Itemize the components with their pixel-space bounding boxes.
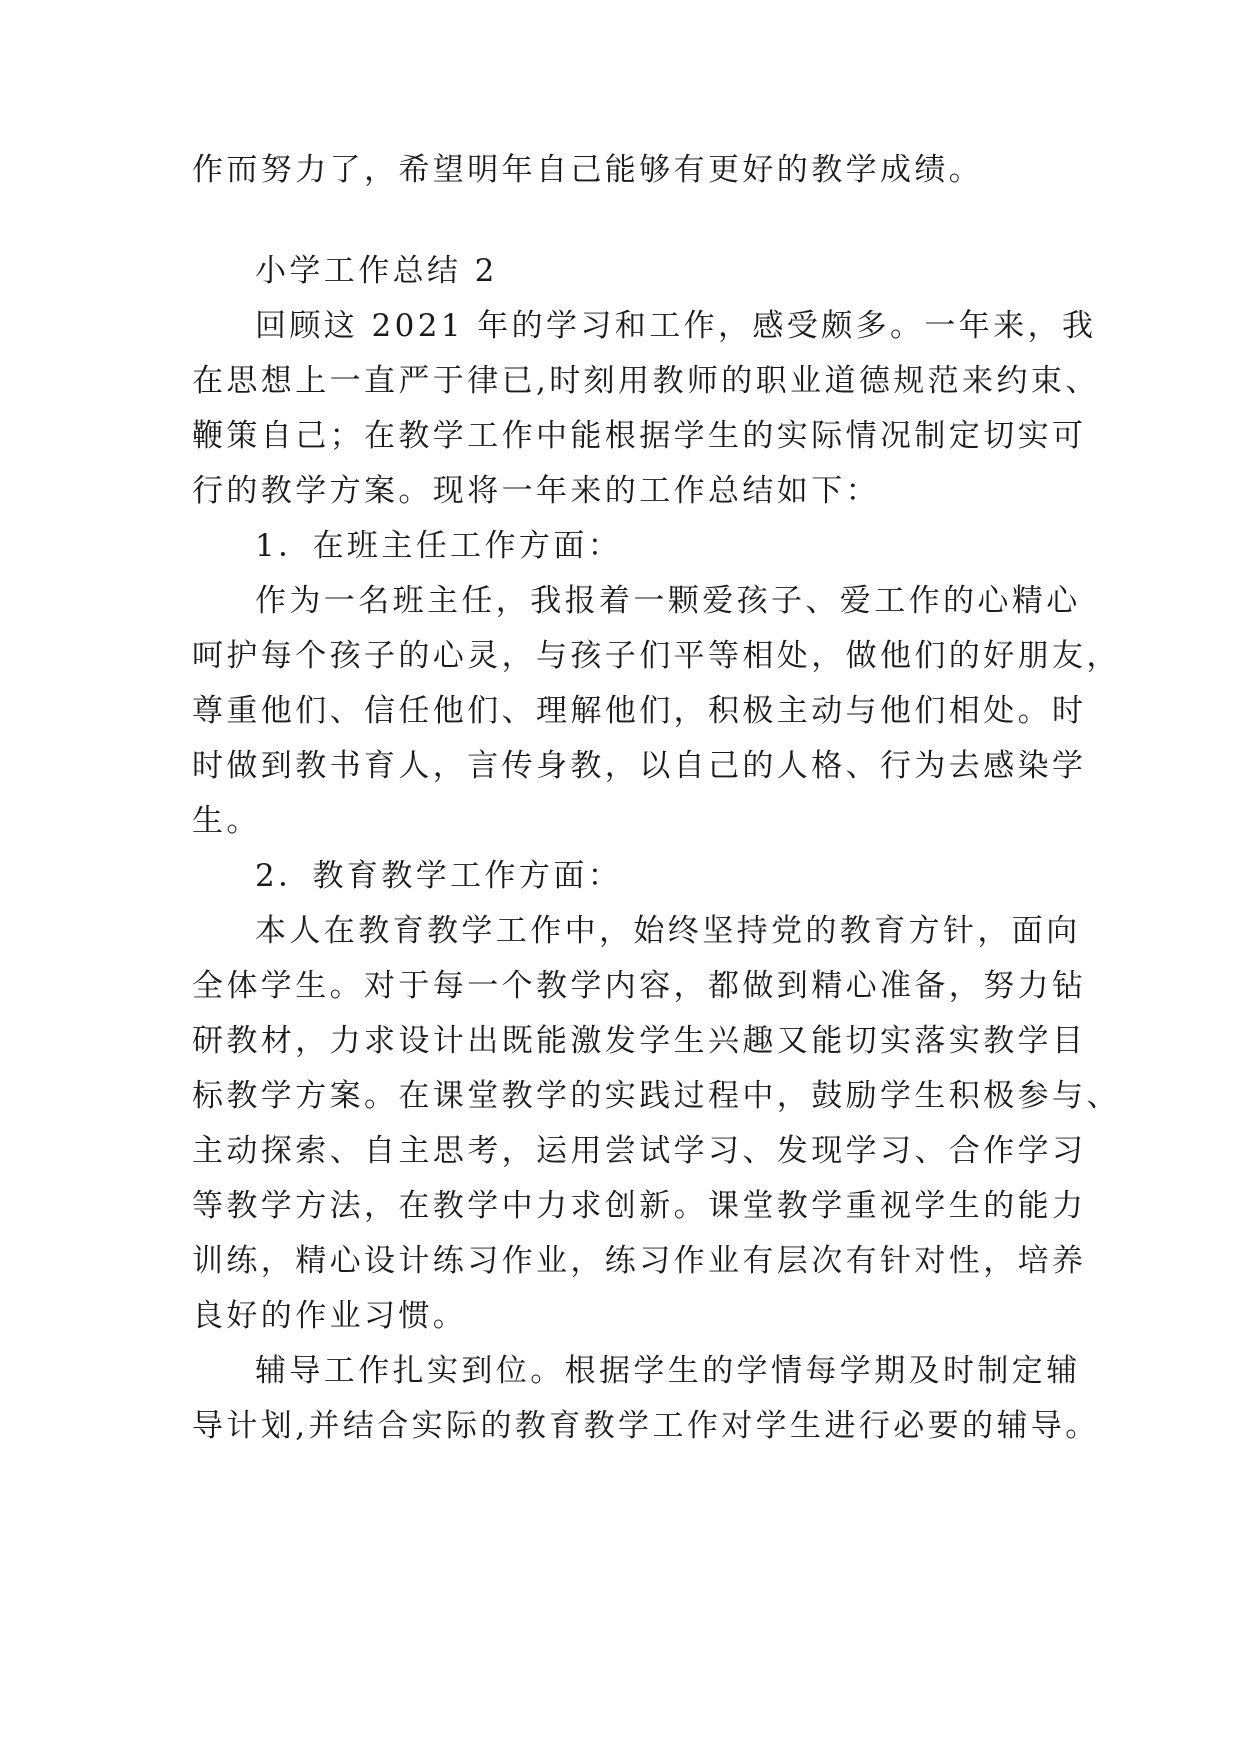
text-line: 训练，精心设计练习作业，练习作业有层次有针对性，培养 <box>192 1243 1087 1279</box>
text-line: 本人在教育教学工作中，始终坚持党的教育方针，面向 <box>255 913 1081 949</box>
text-line: 鞭策自己；在教学工作中能根据学生的实际情况制定切实可 <box>192 418 1087 454</box>
text-line: 行的教学方案。现将一年来的工作总结如下： <box>192 473 880 509</box>
text-line: 良好的作业习惯。 <box>192 1298 468 1334</box>
text-line: 等教学方法，在教学中力求创新。课堂教学重视学生的能力 <box>192 1188 1087 1224</box>
text-line: 在思想上一直严于律已,时刻用教师的职业道德规范来约束、 <box>192 363 1100 399</box>
text-line: 主动探索、自主思考，运用尝试学习、发现学习、合作学习 <box>192 1133 1087 1169</box>
text-line: 导计划,并结合实际的教育教学工作对学生进行必要的辅导。 <box>192 1408 1100 1444</box>
text-line: 回顾这 2021 年的学习和工作，感受颇多。一年来，我 <box>255 308 1097 344</box>
text-line: 作而努力了，希望明年自己能够有更好的教学成绩。 <box>192 152 984 188</box>
text-line: 作为一名班主任，我报着一颗爱孩子、爱工作的心精心 <box>255 583 1081 619</box>
subsection-heading: 2．教育教学工作方面： <box>255 858 623 894</box>
text-line: 标教学方案。在课堂教学的实践过程中，鼓励学生积极参与、 <box>192 1078 1121 1114</box>
text-line: 呵护每个孩子的心灵，与孩子们平等相处，做他们的好朋友， <box>192 638 1121 674</box>
subsection-heading: 1．在班主任工作方面： <box>255 528 623 564</box>
text-line: 研教材，力求设计出既能激发学生兴趣又能切实落实教学目 <box>192 1023 1087 1059</box>
text-line: 辅导工作扎实到位。根据学生的学情每学期及时制定辅 <box>255 1353 1081 1389</box>
text-line: 生。 <box>192 803 261 839</box>
text-line: 尊重他们、信任他们、理解他们，积极主动与他们相处。时 <box>192 693 1087 729</box>
text-line: 时做到教书育人，言传身教，以自己的人格、行为去感染学 <box>192 748 1087 784</box>
text-line: 全体学生。对于每一个教学内容，都做到精心准备，努力钻 <box>192 968 1087 1004</box>
section-heading: 小学工作总结 2 <box>255 253 498 289</box>
